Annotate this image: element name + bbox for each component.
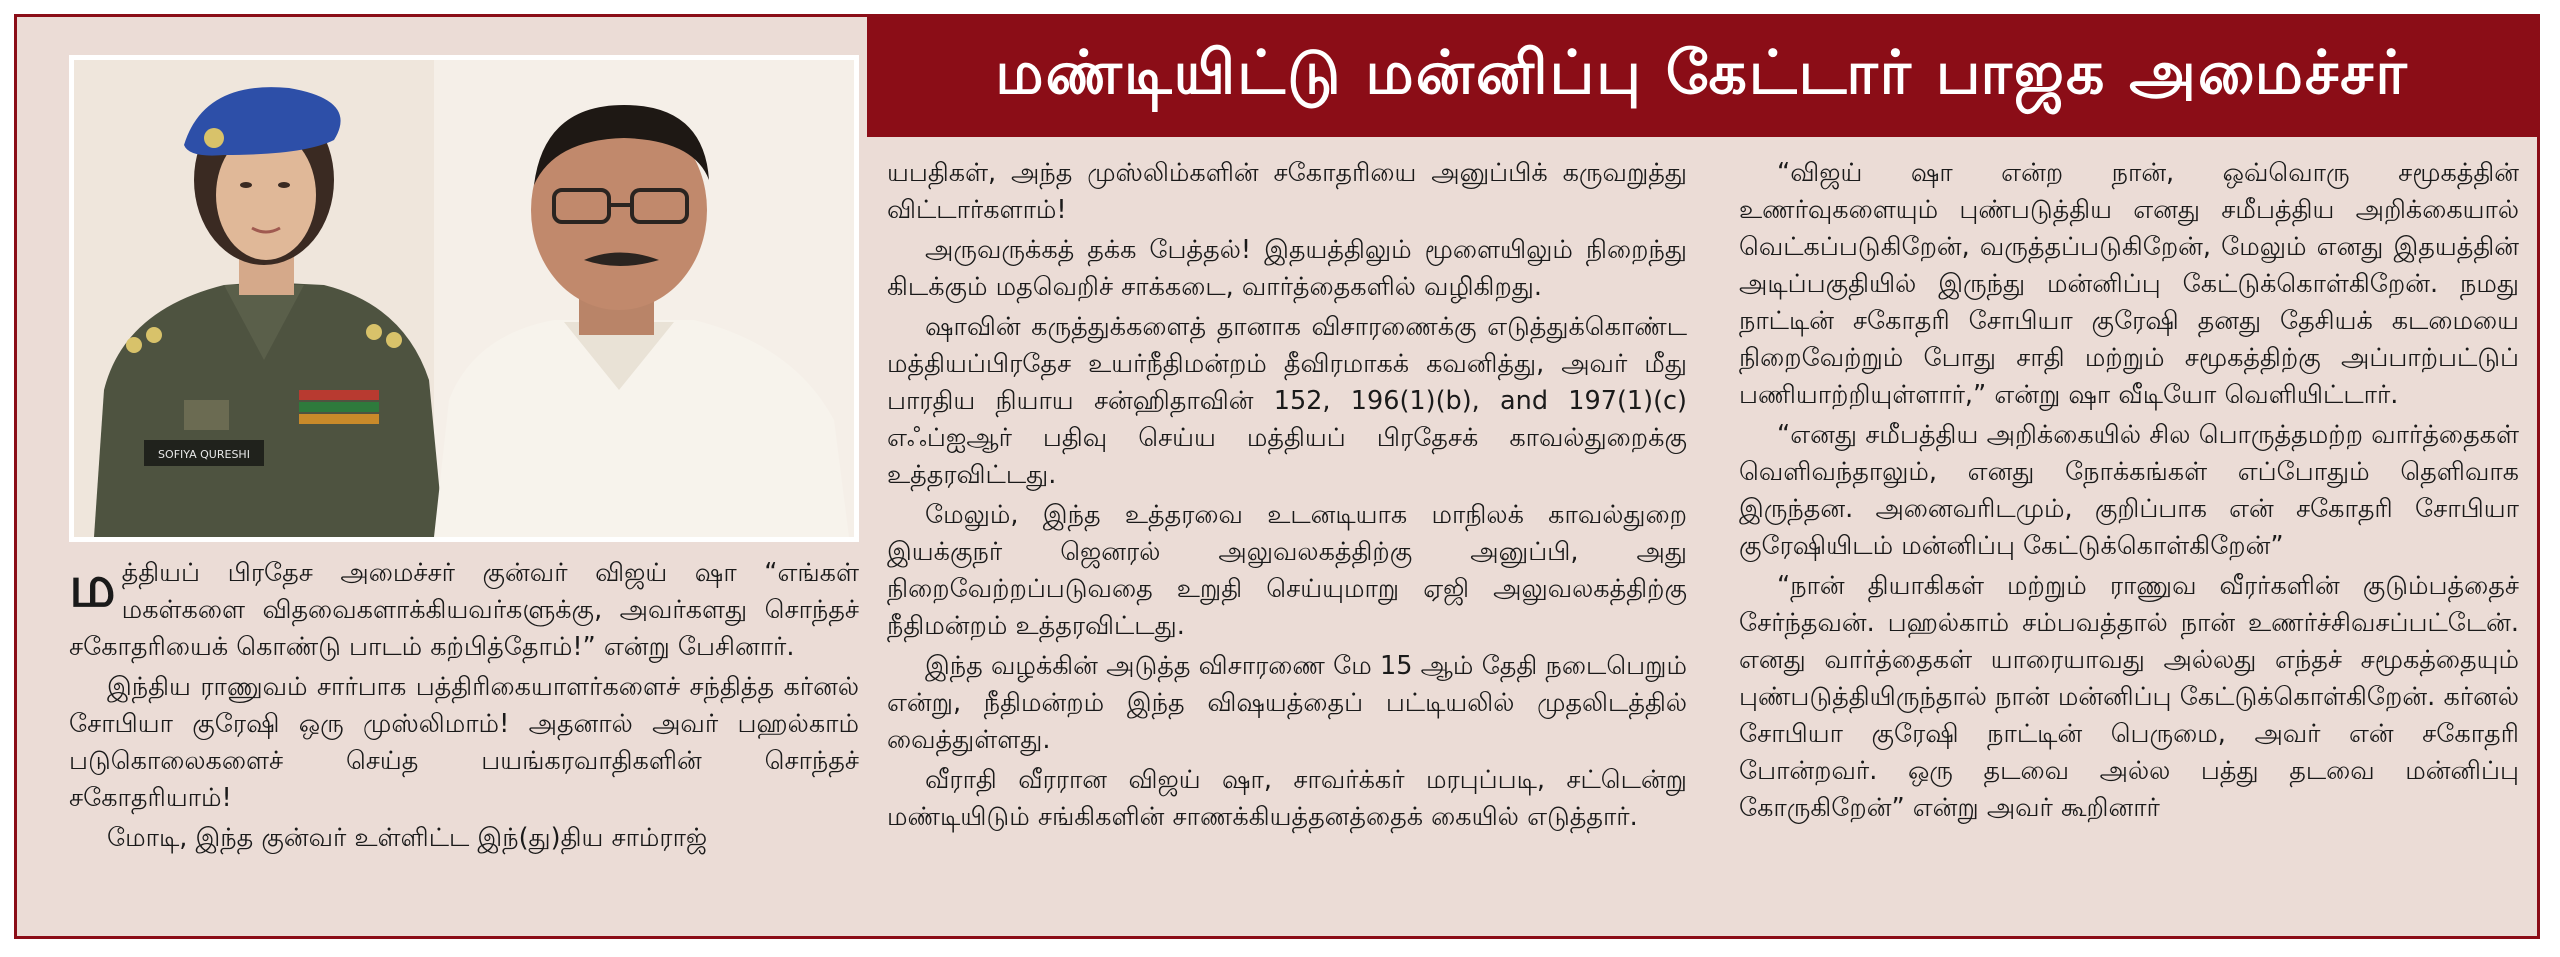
medal-ribbons (299, 390, 379, 400)
paragraph: மேலும், இந்த உத்தரவை உடனடியாக மாநிலக் காவல்துறை இயக்குநர் ஜெனரல் அலுவலகத்திற்கு அனுப்பி, அது நிறைவேற்றப்படுவதை உறுதி செய்யுமாறு ஏஜி அலுவலகத்திற்கு நீதிமன்றம் உத்தரவிட்டது. (887, 500, 1687, 641)
paragraph (69, 552, 859, 666)
beret-badge (204, 128, 224, 148)
column-1 (69, 552, 859, 860)
paragraph: “எனது சமீபத்திய அறிக்கையில் சில பொருத்தமற்ற வார்த்தைகள் வெளிவந்தாலும், எனது நோக்கங்கள் எப்போதும் தெளிவாக இருந்தன. அனைவரிடமும், குறிப்பாக என் சகோதரி சோபியா குரேஷியிடம் மன்னிப்பு கேட்டுக்கொள்கிறேன்” (1739, 420, 2519, 561)
paragraph: “விஜய் ஷா என்ற நான், ஒவ்வொரு சமூகத்தின் உணர்வுகளையும் புண்படுத்திய எனது சமீபத்திய அறிக்கையால் வெட்கப்படுகிறேன், வருத்தப்படுகிறேன், மேலும் எனது இதயத்தின் அடிப்பகுதியில் இருந்து மன்னிப்பு கேட்டுக்கொள்கிறேன். நமது நாட்டின் சகோதரி சோபியா குரேஷி தனது தேசியக் கடமையை நிறைவேற்றும் போது சாதி மற்றும் சமூகத்திற்கு அப்பாற்பட்டுப் பணியாற்றியுள்ளார்,” என்று ஷா வீடியோ வெளியிட்டார். (1739, 158, 2519, 410)
column-3 (1739, 155, 2519, 830)
headline: மண்டியிட்டு மன்னிப்பு கேட்டார் பாஜக அமைச்சர் (995, 38, 2409, 108)
paragraph: யபதிகள், அந்த முஸ்லிம்களின் சகோதரியை அனுப்பிக் கருவறுத்து விட்டார்களாம்! (887, 158, 1687, 225)
photo-illustration (74, 60, 854, 537)
paragraph: இந்த வழக்கின் அடுத்த விசாரணை மே 15 ஆம் தேதி நடைபெறும் என்று, நீதிமன்றம் இந்த விஷயத்தைப் பட்டியலில் முதலிடத்தில் வைத்துள்ளது. (887, 651, 1687, 755)
paragraph: மோடி, இந்த குன்வர் உள்ளிட்ட இந்(து)திய சாம்ராஜ் (107, 823, 708, 853)
drop-cap: ம (69, 552, 116, 620)
paragraph: ஷாவின் கருத்துக்களைத் தானாக விசாரணைக்கு எடுத்துக்கொண்ட மத்தியப்பிரதேச உயர்நீதிமன்றம் தீவிரமாகக் கவனித்து, அவர் மீது பாரதிய நியாய சன்ஹிதாவின் 152, 196(1)(b), and 197(1)(c) எஃப்ஐஆர் பதிவு செய்ய மத்தியப் பிரதேசக் காவல்துறைக்கு உத்தரவிட்டது. (887, 312, 1687, 490)
paragraph: “நான் தியாகிகள் மற்றும் ராணுவ வீரர்களின் குடும்பத்தைச் சேர்ந்தவன். பஹல்காம் சம்பவத்தால் நான் உணர்ச்சிவசப்பட்டேன். எனது வார்த்தைகள் யாரையாவது அல்லது எந்தச் சமூகத்தையும் புண்படுத்தியிருந்தால் நான் மன்னிப்பு கேட்டுக்கொள்கிறேன். கர்னல் சோபியா குரேஷி நாட்டின் பெருமை, அவர் என் சகோதரி போன்றவர். ஒரு தடவை அல்ல பத்து தடவை மன்னிப்பு கோருகிறேன்” என்று அவர் கூறினார் (1739, 571, 2519, 823)
headline-banner (867, 17, 2537, 137)
paragraph: வீராதி வீரரான விஜய் ஷா, சாவர்க்கர் மரபுப்படி, சட்டென்று மண்டியிடும் சங்கிகளின் சாணக்கியத்தனத்தைக் கையில் எடுத்தார். (887, 765, 1687, 832)
article-frame (14, 14, 2540, 939)
paragraph: இந்திய ராணுவம் சார்பாக பத்திரிகையாளர்களைச் சந்தித்த கர்னல் சோபியா குரேஷி ஒரு முஸ்லிமாம்! அதனால் அவர் பஹல்காம் படுகொலைகளைச் செய்த பயங்கரவாதிகளின் சொந்தச் சகோதரியாம்! (69, 672, 859, 813)
article-photo (69, 55, 859, 542)
name-badge-text: SOFIYA QURESHI (158, 448, 250, 461)
column-2 (887, 155, 1687, 839)
paragraph: அருவருக்கத் தக்க பேத்தல்! இதயத்திலும் மூளையிலும் நிறைந்து கிடக்கும் மதவெறிச் சாக்கடை, வார்த்தைகளில் வழிகிறது. (887, 235, 1687, 302)
paragraph-text: த்தியப் பிரதேச அமைச்சர் குன்வர் விஜய் ஷா “எங்கள் மகள்களை விதவைகளாக்கியவர்களுக்கு, அவர்களது சொந்தச் சகோதரியைக் கொண்டு பாடம் கற்பித்தோம்!” என்று பேசினார். (69, 558, 859, 662)
